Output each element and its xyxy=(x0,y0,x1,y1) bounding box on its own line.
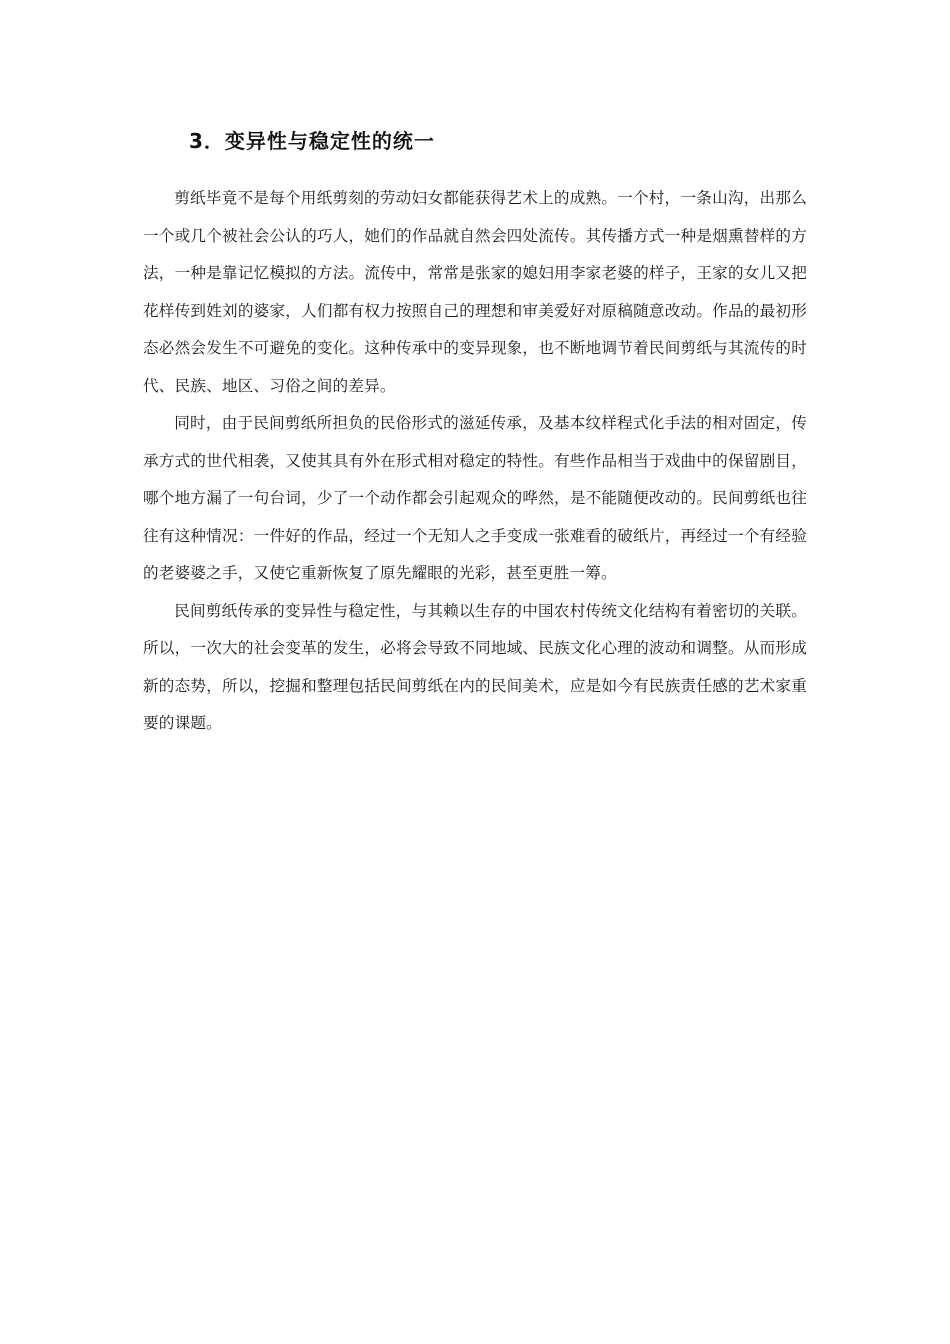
paragraph-conclusion: 民间剪纸传承的变异性与稳定性，与其赖以生存的中国农村传统文化结构有着密切的关联。所以，一次大的社会变革的发生，必将会导致不同地域、民族文化心理的波动和调整。从而形成新的态势，所以，挖掘和整理包括民间剪纸在内的民间美术，应是如今有民族责任感的艺术家重要的课题。 xyxy=(143,601,807,732)
section-title: 3．变异性与稳定性的统一 xyxy=(189,129,435,153)
document-body xyxy=(143,124,807,743)
paragraph-variability: 剪纸毕竟不是每个用纸剪刻的劳动妇女都能获得艺术上的成熟。一个村，一条山沟，出那么一个或几个被社会公认的巧人，她们的作品就自然会四处流传。其传播方式一种是烟熏替样的方法，一种是靠记忆模拟的方法。流传中，常常是张家的媳妇用李家老婆的样子，王家的女儿又把花样传到姓刘的婆家，人们都有权力按照自己的理想和审美爱好对原稿随意改动。作品的最初形态必然会发生不可避免的变化。这种传承中的变异现象，也不断地调节着民间剪纸与其流传的时代、民族、地区、习俗之间的差异。 xyxy=(143,189,807,395)
paragraph-stability: 同时，由于民间剪纸所担负的民俗形式的滋延传承，及基本纹样程式化手法的相对固定，传承方式的世代相袭，又使其具有外在形式相对稳定的特性。有些作品相当于戏曲中的保留剧目，哪个地方漏了一句台词，少了一个动作都会引起观众的哗然，是不能随便改动的。民间剪纸也往往有这种情况：一件好的作品，经过一个无知人之手变成一张难看的破纸片，再经过一个有经验的老婆婆之手，又使它重新恢复了原先耀眼的光彩，甚至更胜一筹。 xyxy=(143,414,807,582)
